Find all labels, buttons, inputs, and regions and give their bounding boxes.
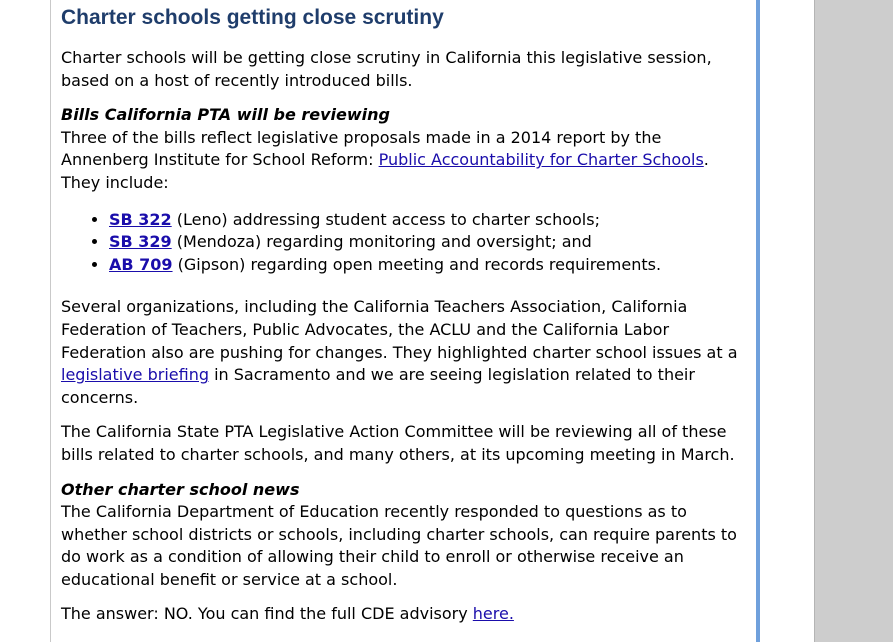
cde-paragraph: The California Department of Education recently responded to questions as to whether school districts or schools, including charter schools, can require parents to do work as a condition of allowing their child to enroll or otherwise receive an educational benefit or service at a school. xyxy=(61,502,737,589)
organizations-paragraph xyxy=(61,296,751,409)
article-title: Charter schools getting close scrutiny xyxy=(61,6,444,29)
sb-322-link[interactable]: SB 322 xyxy=(109,209,172,229)
orgs-text-after: in Sacramento and we are seeing legislation related to their concerns. xyxy=(61,365,695,407)
bills-section xyxy=(61,104,751,276)
intro-paragraph: Charter schools will be getting close scrutiny in California this legislative session, based on a host of recently introduced bills. xyxy=(61,48,712,90)
report-paragraph xyxy=(61,127,751,195)
bills-heading: Bills California PTA will be reviewing xyxy=(61,105,390,125)
ab-709-link[interactable]: AB 709 xyxy=(109,254,173,274)
report-link[interactable]: Public Accountability for Charter Schools xyxy=(378,150,704,170)
side-panel xyxy=(814,0,893,642)
other-news-heading: Other charter school news xyxy=(61,479,300,499)
bill-description: (Mendoza) regarding monitoring and oversight; and xyxy=(171,232,592,252)
sb-329-link[interactable]: SB 329 xyxy=(109,232,172,252)
report-text-before: Three of the bills reflect legislative proposals made in a 2014 report by the Annenberg Institute for School Reform: xyxy=(61,127,662,170)
answer-paragraph xyxy=(61,603,751,626)
bill-item-sb322 xyxy=(109,209,751,232)
orgs-text-before: Several organizations, including the California Teachers Association, California Federation of Teachers, Public Advocates, the ACLU and the California Labor Federation also are pushing for changes. They highlighted charter school issues at a xyxy=(61,297,738,362)
right-gutter xyxy=(760,0,814,642)
answer-text: The answer: NO. You can find the full CDE advisory xyxy=(61,604,473,624)
article xyxy=(61,4,751,638)
legislative-briefing-link[interactable]: legislative briefing xyxy=(61,365,209,385)
bill-description: (Gipson) regarding open meeting and records requirements. xyxy=(172,254,662,274)
bill-item-sb329 xyxy=(109,231,751,254)
committee-paragraph: The California State PTA Legislative Action Committee will be reviewing all of these bills related to charter schools, and many others, at its upcoming meeting in March. xyxy=(61,422,735,464)
content-left-border xyxy=(50,0,51,642)
cde-advisory-link[interactable]: here. xyxy=(472,604,514,624)
bills-list xyxy=(61,209,751,277)
other-news-section xyxy=(61,479,751,592)
bill-description: (Leno) addressing student access to charter schools; xyxy=(171,209,600,229)
report-text-after: . They include: xyxy=(61,150,709,192)
bill-item-ab709 xyxy=(109,254,751,277)
